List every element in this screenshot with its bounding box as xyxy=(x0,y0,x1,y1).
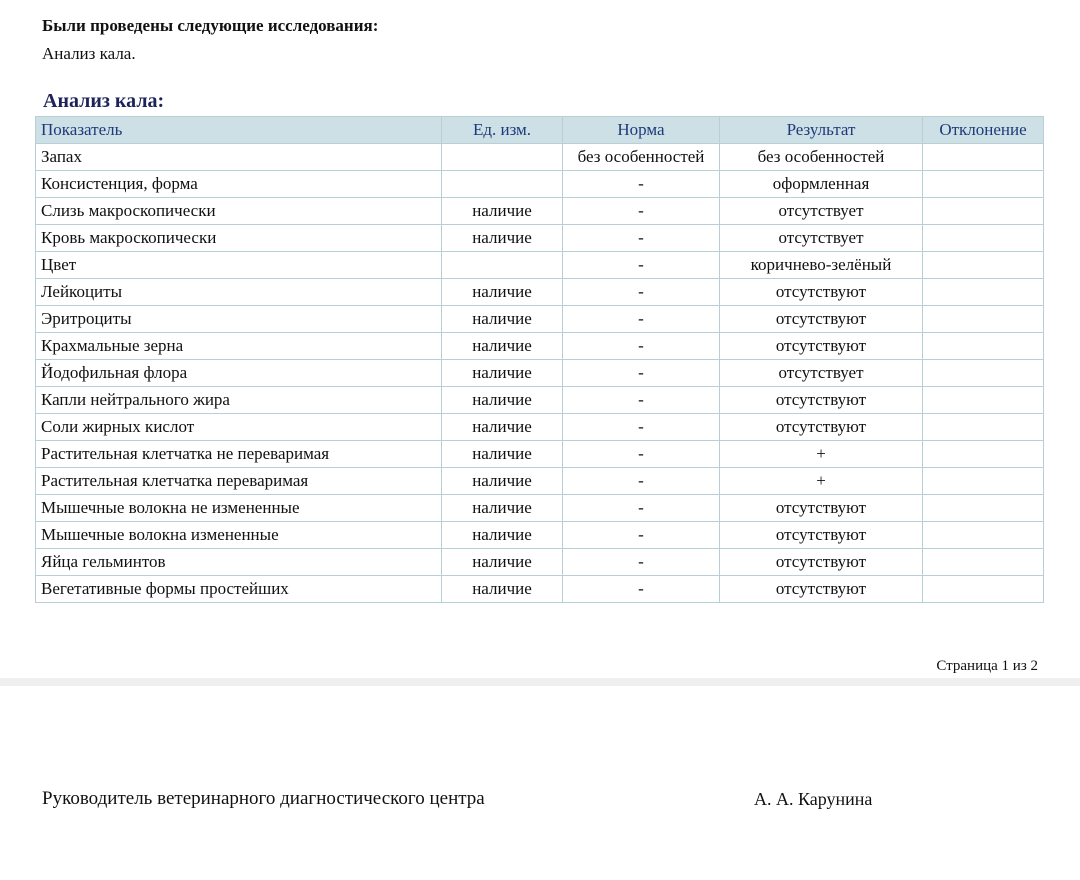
cell-indicator: Эритроциты xyxy=(36,306,442,333)
cell-norm: - xyxy=(563,333,720,360)
results-table-header xyxy=(36,117,1044,144)
cell-result: + xyxy=(720,441,923,468)
cell-deviation xyxy=(923,360,1044,387)
cell-unit: наличие xyxy=(442,576,563,603)
cell-norm: - xyxy=(563,468,720,495)
table-row xyxy=(36,522,1044,549)
cell-indicator: Кровь макроскопически xyxy=(36,225,442,252)
cell-result: отсутствуют xyxy=(720,306,923,333)
cell-unit: наличие xyxy=(442,306,563,333)
cell-unit: наличие xyxy=(442,522,563,549)
signature-name: А. А. Карунина xyxy=(754,789,873,809)
cell-unit: наличие xyxy=(442,198,563,225)
cell-deviation xyxy=(923,441,1044,468)
cell-result: без особенностей xyxy=(720,144,923,171)
cell-result: отсутствуют xyxy=(720,279,923,306)
cell-deviation xyxy=(923,225,1044,252)
cell-norm: - xyxy=(563,360,720,387)
cell-result: + xyxy=(720,468,923,495)
cell-result: оформленная xyxy=(720,171,923,198)
studies-item: Анализ кала. xyxy=(42,44,136,63)
cell-indicator: Мышечные волокна измененные xyxy=(36,522,442,549)
cell-deviation xyxy=(923,279,1044,306)
cell-deviation xyxy=(923,306,1044,333)
cell-indicator: Запах xyxy=(36,144,442,171)
cell-deviation xyxy=(923,468,1044,495)
cell-deviation xyxy=(923,576,1044,603)
cell-result: отсутствуют xyxy=(720,576,923,603)
cell-result: отсутствуют xyxy=(720,549,923,576)
table-row xyxy=(36,279,1044,306)
column-header-result: Результат xyxy=(720,117,923,144)
cell-unit: наличие xyxy=(442,549,563,576)
table-row xyxy=(36,387,1044,414)
cell-unit: наличие xyxy=(442,360,563,387)
table-row xyxy=(36,171,1044,198)
table-row xyxy=(36,414,1044,441)
cell-norm: - xyxy=(563,495,720,522)
cell-norm: - xyxy=(563,306,720,333)
table-row xyxy=(36,441,1044,468)
column-header-unit: Ед. изм. xyxy=(442,117,563,144)
cell-deviation xyxy=(923,333,1044,360)
cell-unit xyxy=(442,252,563,279)
cell-unit: наличие xyxy=(442,333,563,360)
cell-unit xyxy=(442,144,563,171)
cell-norm: - xyxy=(563,522,720,549)
cell-norm: - xyxy=(563,387,720,414)
cell-deviation xyxy=(923,414,1044,441)
cell-result: отсутствуют xyxy=(720,414,923,441)
cell-norm: - xyxy=(563,549,720,576)
column-header-indicator: Показатель xyxy=(36,117,442,144)
page-number: Страница 1 из 2 xyxy=(936,658,1038,674)
cell-indicator: Соли жирных кислот xyxy=(36,414,442,441)
cell-norm: - xyxy=(563,414,720,441)
cell-norm: - xyxy=(563,171,720,198)
cell-norm: - xyxy=(563,279,720,306)
cell-indicator: Цвет xyxy=(36,252,442,279)
cell-indicator: Растительная клетчатка переваримая xyxy=(36,468,442,495)
cell-unit: наличие xyxy=(442,225,563,252)
cell-deviation xyxy=(923,495,1044,522)
column-header-deviation: Отклонение xyxy=(923,117,1044,144)
table-row xyxy=(36,360,1044,387)
header-row xyxy=(36,117,1044,144)
table-row xyxy=(36,144,1044,171)
cell-deviation xyxy=(923,252,1044,279)
cell-norm: без особенностей xyxy=(563,144,720,171)
cell-unit: наличие xyxy=(442,279,563,306)
studies-heading: Были проведены следующие исследования: xyxy=(42,16,379,35)
table-row xyxy=(36,306,1044,333)
table-row xyxy=(36,468,1044,495)
cell-norm: - xyxy=(563,576,720,603)
table-row xyxy=(36,333,1044,360)
cell-unit: наличие xyxy=(442,468,563,495)
cell-indicator: Яйца гельминтов xyxy=(36,549,442,576)
results-table xyxy=(35,116,1044,603)
cell-unit: наличие xyxy=(442,414,563,441)
cell-indicator: Крахмальные зерна xyxy=(36,333,442,360)
table-row xyxy=(36,495,1044,522)
section-title: Анализ кала: xyxy=(43,90,165,112)
cell-indicator: Вегетативные формы простейших xyxy=(36,576,442,603)
cell-indicator: Слизь макроскопически xyxy=(36,198,442,225)
cell-result: отсутствуют xyxy=(720,522,923,549)
cell-result: отсутствуют xyxy=(720,387,923,414)
page-break-divider xyxy=(0,678,1080,686)
results-table-body xyxy=(36,144,1044,603)
cell-unit xyxy=(442,171,563,198)
cell-indicator: Лейкоциты xyxy=(36,279,442,306)
cell-unit: наличие xyxy=(442,495,563,522)
cell-norm: - xyxy=(563,441,720,468)
table-row xyxy=(36,225,1044,252)
cell-indicator: Капли нейтрального жира xyxy=(36,387,442,414)
cell-indicator: Растительная клетчатка не переваримая xyxy=(36,441,442,468)
table-row xyxy=(36,576,1044,603)
cell-deviation xyxy=(923,144,1044,171)
cell-norm: - xyxy=(563,225,720,252)
table-row xyxy=(36,252,1044,279)
cell-unit: наличие xyxy=(442,387,563,414)
cell-norm: - xyxy=(563,252,720,279)
cell-norm: - xyxy=(563,198,720,225)
cell-deviation xyxy=(923,171,1044,198)
cell-deviation xyxy=(923,387,1044,414)
cell-deviation xyxy=(923,198,1044,225)
signature-role: Руководитель ветеринарного диагностического центра xyxy=(42,788,485,809)
cell-deviation xyxy=(923,522,1044,549)
cell-result: коричнево-зелёный xyxy=(720,252,923,279)
cell-result: отсутствуют xyxy=(720,495,923,522)
column-header-norm: Норма xyxy=(563,117,720,144)
cell-deviation xyxy=(923,549,1044,576)
cell-indicator: Мышечные волокна не измененные xyxy=(36,495,442,522)
table-row xyxy=(36,549,1044,576)
cell-indicator: Консистенция, форма xyxy=(36,171,442,198)
cell-unit: наличие xyxy=(442,441,563,468)
cell-result: отсутствуют xyxy=(720,333,923,360)
cell-result: отсутствует xyxy=(720,225,923,252)
cell-indicator: Йодофильная флора xyxy=(36,360,442,387)
table-row xyxy=(36,198,1044,225)
cell-result: отсутствует xyxy=(720,198,923,225)
cell-result: отсутствует xyxy=(720,360,923,387)
